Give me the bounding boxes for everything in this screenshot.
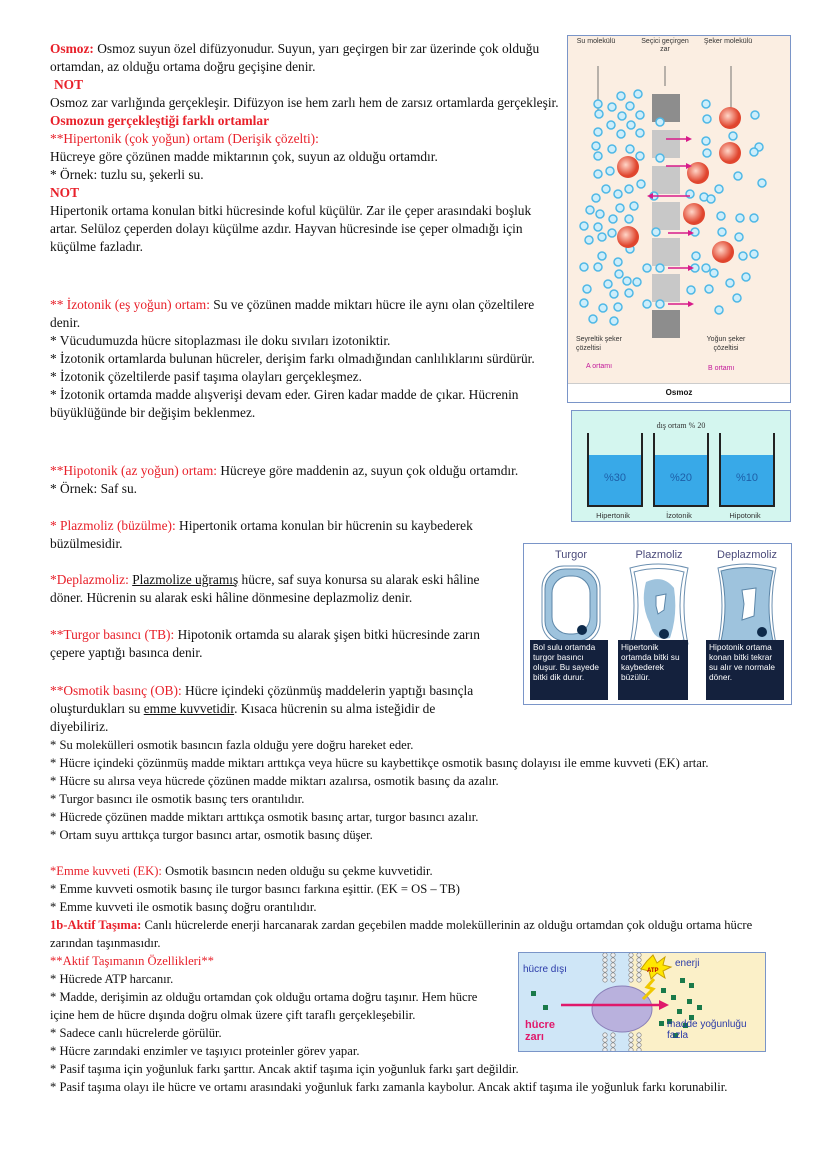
molecule	[659, 1021, 664, 1026]
water-molecule	[596, 210, 604, 218]
water-molecule	[617, 130, 625, 138]
molecule	[531, 991, 536, 996]
left-solution-label: Seyreltik şeker çözeltisi	[576, 336, 622, 352]
water-molecule	[614, 258, 622, 266]
water-molecule	[606, 167, 614, 175]
hipertonik-term: **Hipertonik (çok yoğun) ortam (Derişik çözelti):	[50, 131, 319, 146]
membrane-segment	[652, 166, 680, 194]
a-env-label: A ortamı	[586, 363, 613, 370]
energy-bolt-icon	[643, 979, 654, 999]
turgor-term: **Turgor basıncı (TB):	[50, 627, 175, 642]
bullet: * Hücre içindeki çözünmüş madde miktarı arttıkça veya hücre su kaybettikçe osmotik basınç dolayısı ile emme kuvveti (EK) artar.	[50, 756, 709, 770]
bullet: * Hücrede ATP harcanır.	[50, 972, 174, 986]
molecule	[677, 1009, 682, 1014]
membrane-label: hücre zarı	[525, 1019, 555, 1043]
water-molecule	[702, 264, 710, 272]
sugar-molecule	[719, 107, 741, 129]
beaker	[587, 433, 643, 507]
sugar-molecule	[719, 142, 741, 164]
water-molecule	[733, 294, 741, 302]
water-molecule	[627, 121, 635, 129]
beakers-title: dış ortam % 20	[656, 421, 706, 430]
bullet: * Su molekülleri osmotik basıncın fazla olduğu yere doğru hareket eder.	[50, 738, 414, 752]
membrane-segment	[652, 238, 680, 266]
water-molecule	[592, 142, 600, 150]
water-molecule	[609, 215, 617, 223]
energy-label: enerji	[675, 958, 700, 969]
bullet: * İzotonik ortamda madde alışverişi devam eder. Giren kadar madde de çıkar. Hücrenin büyüklüğünde bir değişim beklenmez.	[50, 387, 519, 420]
water-molecule	[715, 185, 723, 193]
water-molecule	[751, 111, 759, 119]
water-molecule	[715, 306, 723, 314]
water-molecule	[630, 202, 638, 210]
water-molecule	[626, 145, 634, 153]
water-molecule	[625, 215, 633, 223]
water-molecule	[736, 214, 744, 222]
sugar-molecule	[617, 156, 639, 178]
water-molecule	[636, 152, 644, 160]
water-molecule	[618, 112, 626, 120]
water-molecule	[729, 132, 737, 140]
water-molecule	[594, 170, 602, 178]
beaker	[719, 433, 775, 507]
water-molecule	[687, 286, 695, 294]
beaker	[653, 433, 709, 507]
plazmoliz-term: * Plazmoliz (büzülme):	[50, 518, 176, 533]
note-text: Osmoz zar varlığında gerçekleşir. Difüzyon ise hem zarlı hem de zarsız ortamlarda gerçekleşir.	[50, 95, 559, 110]
water-molecule	[594, 128, 602, 136]
plazmoliz-section	[50, 517, 512, 553]
underlined-text: emme kuvvetidir	[143, 701, 235, 716]
water-molecule	[608, 103, 616, 111]
water-molecule	[625, 289, 633, 297]
water-molecule	[592, 194, 600, 202]
water-molecule	[599, 304, 607, 312]
beaker-label: Hipotonik	[729, 511, 761, 520]
water-molecule	[643, 300, 651, 308]
water-molecule	[702, 137, 710, 145]
water-molecule	[636, 129, 644, 137]
water-molecule	[739, 252, 747, 260]
beaker-value: %20	[669, 472, 693, 484]
atp-label: ATP	[647, 968, 659, 974]
water-molecule	[602, 185, 610, 193]
water-molecule	[637, 180, 645, 188]
water-molecule	[604, 280, 612, 288]
water-molecule	[610, 290, 618, 298]
water-molecule	[750, 148, 758, 156]
beaker-label: Hipertonik	[596, 511, 630, 520]
bullet: * Hücrede çözünen madde miktarı arttıkça osmotik basınç artar, turgor basıncı azalır.	[50, 810, 479, 824]
water-molecule	[656, 300, 664, 308]
osmotik-definition: Hücre içindeki çözünmüş maddelerin yaptığı basınçla oluşturdukları su	[50, 683, 474, 716]
water-molecule	[586, 206, 594, 214]
hipotonik-definition: Hücreye göre maddenin az, suyun çok olduğu ortamdır.	[216, 463, 519, 478]
emme-definition: Osmotik basıncın neden olduğu su çekme kuvvetidir.	[161, 864, 433, 878]
plazmoliz-definition: Hipertonik ortama konulan bir hücrenin su kaybederek büzülmesidir.	[50, 518, 473, 551]
water-molecule	[656, 264, 664, 272]
bullet: * Hücre su alırsa veya hücrede çözünen madde miktarı azalırsa, osmotik basınç da azalır.	[50, 774, 499, 788]
osmoz-term: Osmoz:	[50, 41, 94, 56]
turgor-definition: Hipotonik ortamda su alarak şişen bitki hücresinde zarın çepere yaptığı basınca denir.	[50, 627, 480, 660]
deplazmoliz-term: *Deplazmoliz:	[50, 572, 129, 587]
cell-diagram	[618, 560, 700, 652]
sugar-molecule	[617, 226, 639, 248]
concentration-label: madde yoğunluğu fazla	[667, 1019, 747, 1041]
hipertonik-example: * Örnek: tuzlu su, şekerli su.	[50, 167, 204, 182]
cell-diagram	[530, 560, 612, 652]
water-molecule	[643, 264, 651, 272]
water-molecule	[583, 285, 591, 293]
bullet: * Emme kuvveti osmotik basınç ile turgor basıncı farkına eşittir. (EK = OS – TB)	[50, 882, 460, 896]
outside-label: hücre dışı	[523, 964, 567, 975]
water-molecule	[703, 115, 711, 123]
membrane-segment	[652, 202, 680, 230]
molecule	[687, 999, 692, 1004]
water-molecule-label: Su molekülü	[576, 38, 616, 45]
cell-title: Plazmoliz	[635, 549, 683, 561]
water-molecule	[594, 263, 602, 271]
water-molecule	[702, 100, 710, 108]
hipotonik-section	[50, 462, 570, 498]
water-molecule	[580, 263, 588, 271]
molecule	[543, 1005, 548, 1010]
deplazmoliz-definition: hücre, saf suya konursa su alarak eski hâline döner. Hücrenin su alarak eski hâline dönmesine deplazmoliz denir.	[50, 572, 480, 605]
molecule	[689, 983, 694, 988]
figure-caption: Osmoz	[568, 383, 790, 402]
right-solution-label: Yoğun şeker çözeltisi	[706, 336, 746, 352]
osmotik-definition-end: . Kısaca hücrenin su alma isteğidir de diyebiliriz.	[50, 701, 436, 734]
aktif-definition: Canlı hücrelerde enerji harcanarak zardan geçebilen madde moleküllerinin az olduğu ortamdan çok olduğu ortama hücre zarından taşınmasıdır.	[50, 918, 753, 950]
water-molecule	[750, 250, 758, 258]
water-molecule	[589, 315, 597, 323]
water-molecule	[707, 195, 715, 203]
izotonik-section	[50, 296, 558, 422]
water-molecule	[691, 228, 699, 236]
note-label: NOT	[50, 185, 80, 200]
bullet: * Hücre zarındaki enzimler ve taşıyıcı proteinler görev yapar.	[50, 1044, 360, 1058]
water-molecule	[718, 228, 726, 236]
water-molecule	[598, 233, 606, 241]
cell-description: Bol sulu ortamda turgor basıncı oluşur. Bu sayede bitki dik durur.	[530, 640, 608, 700]
cells-figure	[523, 543, 792, 705]
active-transport-figure	[518, 952, 766, 1052]
izotonik-term: ** İzotonik (eş yoğun) ortam:	[50, 297, 210, 312]
water-molecule	[692, 252, 700, 260]
water-molecule	[705, 285, 713, 293]
water-molecule	[735, 233, 743, 241]
note-label: NOT	[54, 77, 84, 92]
membrane-label: Seçici geçirgen zar	[641, 38, 689, 53]
water-molecule	[616, 204, 624, 212]
cell-title: Deplazmoliz	[717, 549, 777, 561]
membrane-segment	[652, 130, 680, 158]
water-molecule	[710, 269, 718, 277]
water-molecule	[610, 317, 618, 325]
cell-description: Hipotonik ortama konan bitki tekrar su alır ve normale döner.	[706, 640, 784, 700]
water-molecule	[594, 152, 602, 160]
water-molecule	[614, 190, 622, 198]
water-molecule	[633, 278, 641, 286]
osmotik-section	[50, 682, 490, 736]
section-heading: Osmozun gerçekleştiği farklı ortamlar	[50, 113, 270, 128]
water-molecule	[585, 236, 593, 244]
water-molecule	[598, 252, 606, 260]
sugar-molecule-label: Şeker molekülü	[703, 38, 753, 45]
cell-diagram	[706, 560, 788, 652]
underlined-text: Plazmolize uğramış	[132, 572, 239, 587]
molecule	[697, 1005, 702, 1010]
water-molecule	[717, 212, 725, 220]
molecule	[680, 978, 685, 983]
water-molecule	[608, 145, 616, 153]
membrane-segment	[652, 94, 680, 122]
izotonik-definition: Su ve çözünen madde miktarı hücre ile aynı olan çözeltilere denir.	[50, 297, 535, 330]
osmotik-term: **Osmotik basınç (OB):	[50, 683, 182, 698]
water-molecule	[636, 111, 644, 119]
b-env-label: B ortamı	[708, 365, 735, 372]
water-molecule	[656, 118, 664, 126]
water-molecule	[623, 277, 631, 285]
aktif-term: 1b-Aktif Taşıma:	[50, 918, 142, 932]
bullet: * Pasif taşıma olayı ile hücre ve ortamı arasındaki yoğunluk farkı zamanla kaybolur. Ancak aktif taşıma ile yoğunluk farkı korunabilir.	[50, 1080, 728, 1094]
cell-description: Hipertonik ortamda bitki su kaybederek büzülür.	[618, 640, 688, 700]
hipotonik-example: * Örnek: Saf su.	[50, 481, 138, 496]
water-molecule	[594, 100, 602, 108]
water-molecule	[617, 92, 625, 100]
beaker-value: %10	[735, 472, 759, 484]
osmoz-definition: Osmoz suyun özel difüzyonudur. Suyun, yarı geçirgen bir zar üzerinde çok olduğu ortamdan, az olduğu ortama doğru geçişine denir.	[50, 41, 540, 74]
osmoz-section	[50, 40, 560, 256]
water-molecule	[580, 299, 588, 307]
bullet: * Ortam suyu arttıkça turgor basıncı artar, osmotik basınç düşer.	[50, 828, 373, 842]
water-molecule	[758, 179, 766, 187]
aktif-heading: **Aktif Taşımanın Özellikleri**	[50, 954, 214, 968]
osmotik-bullets	[50, 736, 810, 844]
membrane-segment	[652, 274, 680, 302]
water-molecule	[614, 303, 622, 311]
molecule	[671, 995, 676, 1000]
sugar-molecule	[683, 203, 705, 225]
water-molecule	[608, 229, 616, 237]
carrier-protein	[592, 986, 652, 1032]
emme-section	[50, 862, 810, 916]
beakers-figure	[571, 410, 791, 522]
hipertonik-definition: Hücreye göre çözünen madde miktarının çok, suyun az olduğu ortamdır.	[50, 149, 438, 164]
water-molecule	[750, 214, 758, 222]
water-molecule	[625, 185, 633, 193]
hipotonik-term: **Hipotonik (az yoğun) ortam:	[50, 463, 217, 478]
bullet: * Turgor basıncı ile osmotik basınç ters orantılıdır.	[50, 792, 305, 806]
water-molecule	[595, 110, 603, 118]
water-molecule	[703, 149, 711, 157]
osmoz-figure	[567, 35, 791, 403]
water-molecule	[615, 270, 623, 278]
water-molecule	[652, 228, 660, 236]
osmoz-diagram	[568, 36, 790, 376]
membrane-segment	[652, 310, 680, 338]
bullet: * İzotonik çözeltilerde pasif taşıma olayları gerçekleşmez.	[50, 369, 362, 384]
water-molecule	[734, 172, 742, 180]
deplazmoliz-section	[50, 571, 512, 607]
water-molecule	[634, 90, 642, 98]
bullet: * İzotonik ortamlarda bulunan hücreler, derişim farkı olmadığından canlılıklarını sürdürür.	[50, 351, 535, 366]
beaker-label: İzotonik	[666, 511, 692, 520]
water-molecule	[607, 121, 615, 129]
water-molecule	[742, 273, 750, 281]
note-text: Hipertonik ortama konulan bitki hücresinde koful küçülür. Zar ile çeper arasındaki boşluk artar. Selüloz çeperden dolayı küçülme azdır. Hayvan hücresinde ise çeper olmadığı için küçülme fazladır.	[50, 203, 532, 254]
beaker-value: %30	[603, 472, 627, 484]
water-molecule	[726, 279, 734, 287]
bullet: * Emme kuvveti ile osmotik basınç doğru orantılıdır.	[50, 900, 317, 914]
cell-title: Turgor	[555, 549, 587, 561]
water-molecule	[580, 222, 588, 230]
water-molecule	[686, 190, 694, 198]
bullet: * Pasif taşıma için yoğunluk farkı şarttır. Ancak aktif taşıma için yoğunluk farkı şart değildir.	[50, 1062, 519, 1076]
water-molecule	[594, 223, 602, 231]
emme-term: *Emme kuvveti (EK):	[50, 864, 162, 878]
molecule	[661, 988, 666, 993]
turgor-section	[50, 626, 512, 662]
bullet: * Vücudumuzda hücre sitoplazması ile doku sıvıları izotoniktir.	[50, 333, 391, 348]
water-molecule	[626, 102, 634, 110]
sugar-molecule	[712, 241, 734, 263]
bullet: * Sadece canlı hücrelerde görülür.	[50, 1026, 222, 1040]
water-molecule	[656, 154, 664, 162]
bullet: * Madde, derişimin az olduğu ortamdan çok olduğu ortama doğru taşınır. Hem hücre içine hem de hücre dışında doğru olmak üzere çift taraflı gerçekleşebilir.	[50, 990, 478, 1022]
